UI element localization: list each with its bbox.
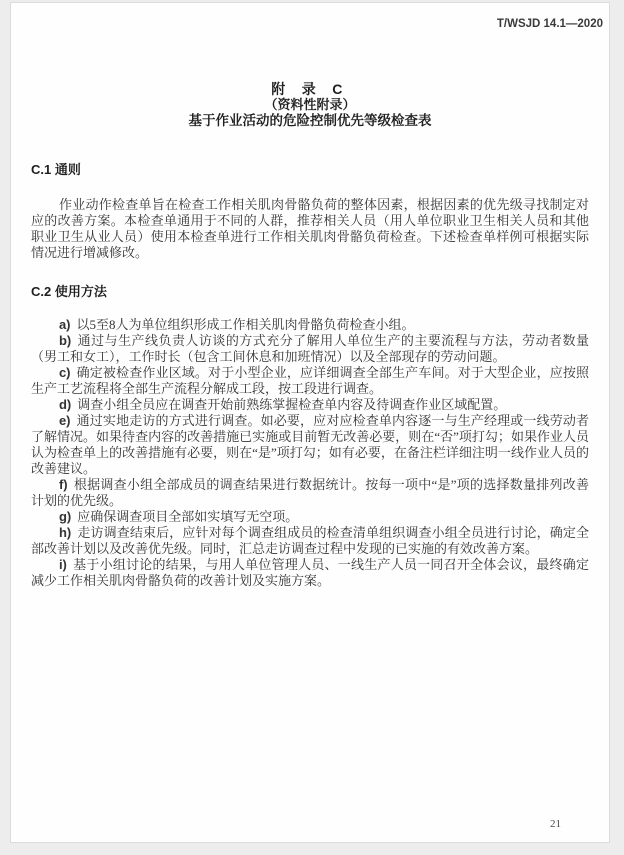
item-text-f: 根据调查小组全部成员的调查结果进行数据统计。按每一项中“是”项的选择数量排列改善计划的优先级。: [31, 477, 589, 508]
appendix-title-block: [11, 81, 609, 129]
page-content: [31, 163, 589, 589]
item-label-i: i): [58, 557, 67, 572]
item-text-e: 通过实地走访的方式进行调查。如必要，应对应检查单内容逐一与生产经理或一线劳动者了解情况。如果待查内容的改善措施已实施或目前暂无改善必要，则在“否”项打勾；如果作业人员认为检查单上的改善措施有必要，则在“是”项打勾；如有必要，在备注栏详细注明一线作业人员的改善建议。: [31, 413, 589, 476]
list-item-b: [31, 333, 589, 365]
item-text-a: 以5至8人为单位组织形成工作相关肌肉骨骼负荷检查小组。: [76, 317, 415, 332]
list-item-f: [31, 477, 589, 509]
item-label-e: e): [58, 413, 71, 428]
item-label-c: c): [58, 365, 71, 380]
item-text-d: 调查小组全员应在调查开始前熟练掌握检查单内容及待调查作业区域配置。: [77, 397, 507, 412]
item-text-b: 通过与生产线负责人访谈的方式充分了解用人单位生产的主要流程与方法，劳动者数量（男工和女工），工作时长（包含工间休息和加班情况）以及全部现存的劳动问题。: [31, 333, 589, 364]
list-item-h: [31, 525, 589, 557]
standard-number-header: T/WSJD 14.1—2020: [496, 18, 603, 30]
list-item-g: [31, 509, 589, 525]
item-label-a: a): [58, 317, 71, 332]
item-label-g: g): [58, 509, 72, 524]
section-c1-paragraph: 作业动作检查单旨在检查工作相关肌肉骨骼负荷的整体因素，根据因素的优先级寻找制定对应的改善方案。本检查单通用于不同的人群，推荐相关人员（用人单位职业卫生相关人员和其他职业卫生从业人员）使用本检查单进行工作相关肌肉骨骼负荷检查。下述检查单样例可根据实际情况进行增减修改。: [31, 197, 589, 260]
item-label-h: h): [58, 525, 72, 540]
item-text-g: 应确保调查项目全部如实填写无空项。: [77, 509, 299, 524]
item-text-i: 基于小组讨论的结果，与用人单位管理人员、一线生产人员一同召开全体会议，最终确定减少工作相关肌肉骨骼负荷的改善计划及实施方案。: [31, 557, 589, 588]
list-item-c: [31, 365, 589, 397]
list-item-i: [31, 557, 589, 589]
appendix-title: 附 录 C: [271, 81, 349, 97]
item-text-h: 走访调查结束后，应针对每个调查组成员的检查清单组织调查小组全员进行讨论，确定全部改善计划以及改善优先级。同时，汇总走访调查过程中发现的已实施的有效改善方案。: [31, 525, 589, 556]
section-heading-c1: C.1 通则: [31, 162, 81, 177]
appendix-subtitle: （资料性附录）: [264, 97, 356, 112]
item-label-d: d): [58, 397, 72, 412]
document-page: [10, 2, 610, 843]
list-item-e: [31, 413, 589, 477]
item-label-f: f): [58, 477, 68, 492]
item-label-b: b): [58, 333, 72, 348]
appendix-table-title: 基于作业活动的危险控制优先等级检查表: [188, 113, 432, 128]
list-item-d: [31, 397, 589, 413]
method-steps-list: [31, 317, 589, 589]
item-text-c: 确定被检查作业区域。对于小型企业，应详细调查全部生产车间。对于大型企业，应按照生产工艺流程将全部生产流程分解成工段，按工段进行调查。: [31, 365, 589, 396]
page-number: 21: [550, 818, 561, 830]
section-heading-c2: C.2 使用方法: [31, 284, 107, 299]
list-item-a: [31, 317, 589, 333]
